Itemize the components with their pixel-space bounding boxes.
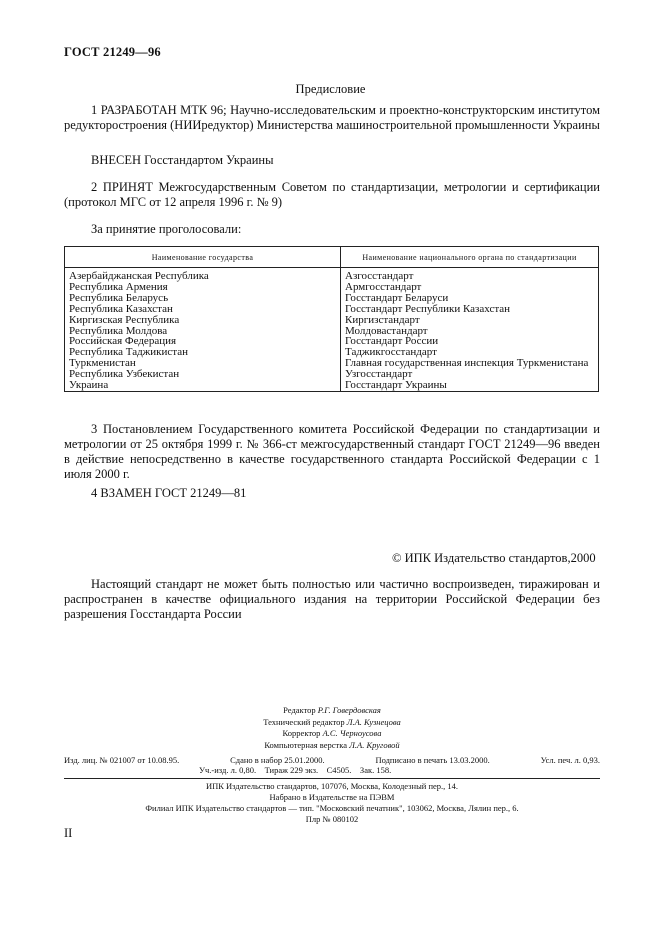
print-details-line-1: Изд. лиц. № 021007 от 10.08.95. Сдано в набор 25.01.2000. Подписано в печать 13.03.2000. Усл. печ. л. 0,93. [64, 755, 600, 765]
copyright-line: © ИПК Издательство стандартов,2000 [392, 551, 596, 565]
print-details-line-2: Уч.-изд. л. 0,80. Тираж 229 экз. С4505. Зак. 158. [199, 765, 392, 775]
cell-state: Республика Таджикистан [65, 347, 341, 358]
table-body [65, 268, 599, 392]
cell-state: Туркменистан [65, 358, 341, 369]
editorial-credits [64, 705, 600, 751]
cell-national-body: Молдовастандарт [341, 326, 599, 337]
reproduction-notice: Настоящий стандарт не может быть полностью или частично воспроизведен, тиражирован и распространен в качестве официального издания на территории Российской Федерации без разрешения Госстандарта России [64, 577, 600, 621]
table-row [65, 268, 599, 282]
column-header-national-body: Наименование национального органа по стандартизации [341, 247, 599, 268]
editor-line: Редактор Р.Г. Говердовская [283, 705, 381, 715]
table-row [65, 315, 599, 326]
print-details [64, 755, 600, 775]
tech-editor-line: Технический редактор Л.А. Кузнецова [263, 716, 401, 727]
table-header-row [65, 247, 599, 268]
table-row [65, 369, 599, 380]
table-row [65, 304, 599, 315]
cell-national-body: Главная государственная инспекция Туркменистана [341, 358, 599, 369]
cell-state: Киргизская Республика [65, 315, 341, 326]
cell-state: Азербайджанская Республика [65, 268, 341, 282]
column-header-state: Наименование государства [65, 247, 341, 268]
cell-state: Российская Федерация [65, 336, 341, 347]
cell-state: Республика Беларусь [65, 293, 341, 304]
voting-table [64, 246, 599, 392]
cell-national-body: Азгосстандарт [341, 268, 599, 282]
cell-state: Республика Молдова [65, 326, 341, 337]
paragraph-introduced-by: ВНЕСЕН Госстандартом Украины [91, 153, 274, 167]
paragraph-voted-label: За принятие проголосовали: [91, 222, 242, 236]
cell-national-body: Таджикгосстандарт [341, 347, 599, 358]
page-title: Предисловие [295, 82, 366, 96]
paragraph-adopted-by: 2 ПРИНЯТ Межгосударственным Советом по стандартизации, метрологии и сертификации (протокол МГС от 12 апреля 1996 г. № 9) [64, 180, 600, 209]
table-row [65, 380, 599, 391]
cell-state: Республика Армения [65, 282, 341, 293]
corrector-line: Корректор А.С. Черноусова [282, 728, 382, 738]
cell-state: Республика Казахстан [65, 304, 341, 315]
page-number: II [64, 826, 73, 840]
cell-national-body: Армгосстандарт [341, 282, 599, 293]
cell-national-body: Госстандарт Республики Казахстан [341, 304, 599, 315]
cell-national-body: Киргизстандарт [341, 315, 599, 326]
cell-national-body: Госстандарт Украины [341, 380, 599, 391]
cell-state: Республика Узбекистан [65, 369, 341, 380]
cell-national-body: Госстандарт Беларуси [341, 293, 599, 304]
paragraph-developed-by: 1 РАЗРАБОТАН МТК 96; Научно-исследовательским и проектно-конструкторским институтом редукторостроения (НИИредуктор) Министерства машиностроительной промышленности Украины [64, 103, 600, 132]
document-code: ГОСТ 21249—96 [64, 45, 161, 59]
cell-state: Украина [65, 380, 341, 391]
paragraph-replaces: 4 ВЗАМЕН ГОСТ 21249—81 [91, 486, 247, 500]
publisher-info: ИПК Издательство стандартов, 107076, Москва, Колодезный пер., 14. Набрано в Издательстве на ПЭВМ Филиал ИПК Издательство стандартов — тип. "Московский печатник", 103062, Москва, Лялин пер., 6. Плр № 080102 [145, 781, 519, 824]
paragraph-decree: 3 Постановлением Государственного комитета Российской Федерации по стандартизации и метрологии от 25 октября 1999 г. № 366-ст межгосударственный стандарт ГОСТ 21249—96 введен в действие непосредственно в качестве государственного стандарта Российской Федерации с 1 июля 2000 г. [64, 422, 600, 481]
cell-national-body: Узгосстандарт [341, 369, 599, 380]
divider [64, 778, 600, 779]
layout-line: Компьютерная верстка Л.А. Круговой [264, 739, 400, 750]
cell-national-body: Госстандарт России [341, 336, 599, 347]
